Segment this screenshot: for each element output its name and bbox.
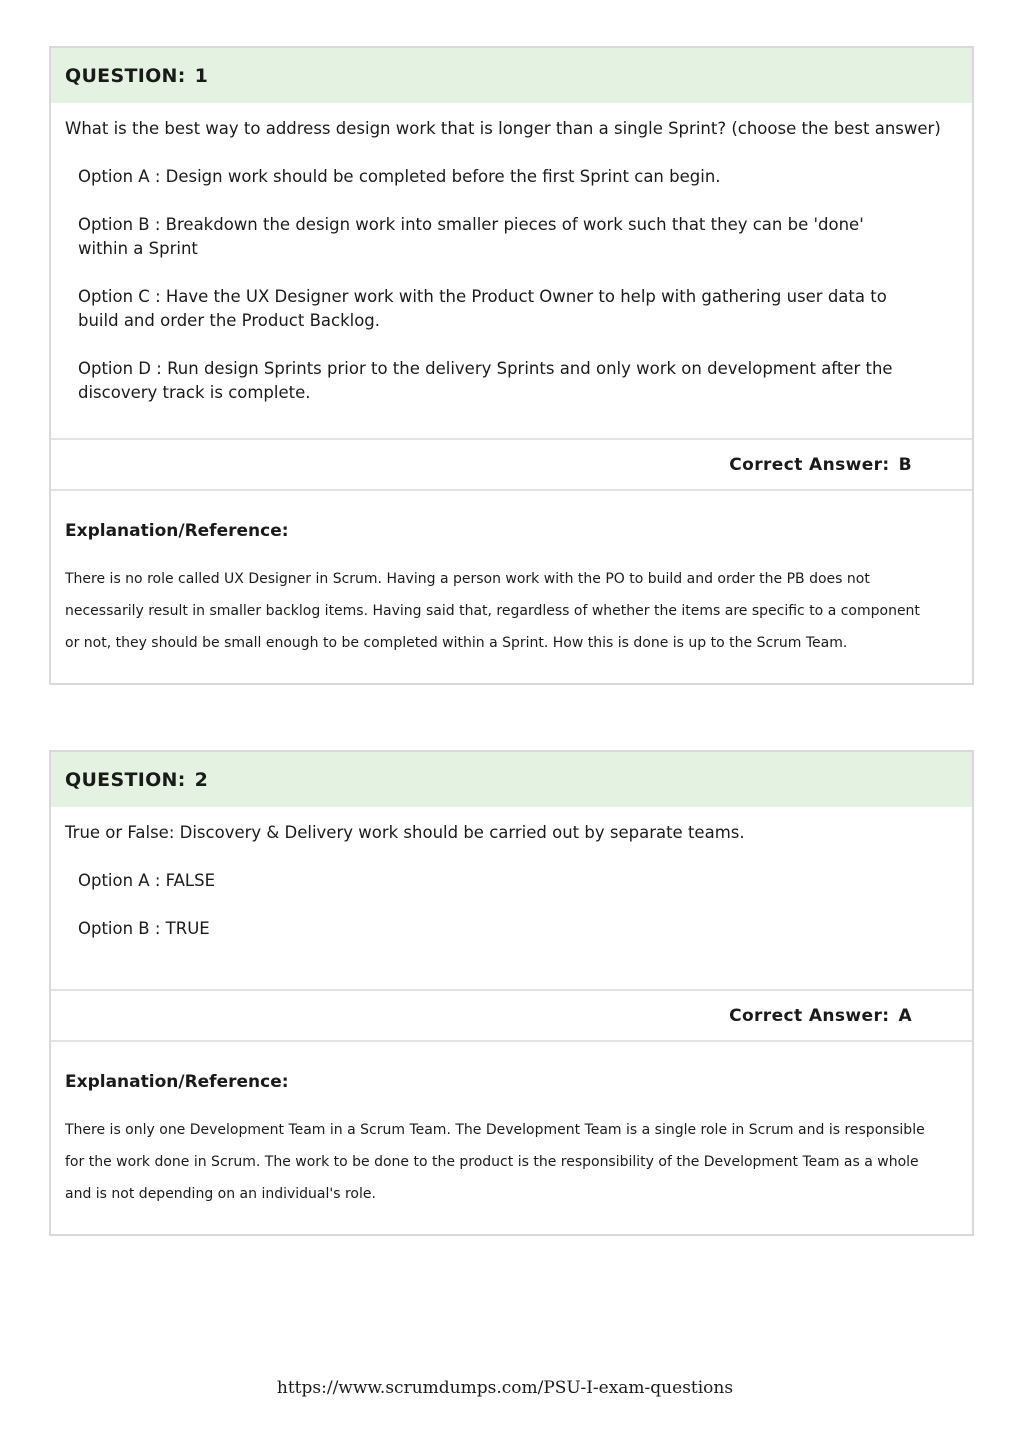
correct-answer-value: B bbox=[898, 454, 912, 475]
question-number: 1 bbox=[194, 64, 209, 87]
option-a: Option A : Design work should be completed before the first Sprint can begin. bbox=[78, 167, 721, 186]
correct-answer-label: Correct Answer: bbox=[729, 454, 890, 475]
correct-answer-row bbox=[51, 438, 972, 491]
footer-url[interactable]: https://www.scrumdumps.com/PSU-I-exam-questions bbox=[276, 1378, 734, 1398]
question-text: What is the best way to address design work that is longer than a single Sprint? (choose the best answer) bbox=[65, 119, 941, 138]
question-body bbox=[51, 807, 972, 989]
explanation-text: There is no role called UX Designer in Scrum. Having a person work with the PO to build and order the PB does not necessarily result in smaller backlog items. Having said that, regardless of whether the items are specific to a component or not, they should be small enough to be completed within a Sprint. How this is done is up to the Scrum Team. bbox=[65, 571, 920, 651]
question-text: True or False: Discovery & Delivery work should be carried out by separate teams. bbox=[65, 823, 745, 842]
explanation-title: Explanation/Reference: bbox=[65, 521, 289, 541]
question-label: QUESTION: bbox=[65, 64, 186, 87]
correct-answer-value: A bbox=[898, 1005, 912, 1026]
option-c: Option C : Have the UX Designer work with the Product Owner to help with gathering user data to build and order the Product Backlog. bbox=[78, 287, 887, 330]
explanation-section bbox=[51, 1042, 972, 1234]
question-card bbox=[49, 46, 974, 685]
question-card bbox=[49, 750, 974, 1236]
correct-answer-row bbox=[51, 989, 972, 1042]
question-label: QUESTION: bbox=[65, 768, 186, 791]
explanation-text: There is only one Development Team in a Scrum Team. The Development Team is a single role in Scrum and is responsible for the work done in Scrum. The work to be done to the product is the responsibility of the Development Team as a whole and is not depending on an individual's role. bbox=[65, 1122, 925, 1202]
question-header bbox=[51, 752, 972, 807]
option-b: Option B : Breakdown the design work into smaller pieces of work such that they can be 'done' within a Sprint bbox=[78, 215, 864, 258]
option-b: Option B : TRUE bbox=[78, 919, 210, 938]
correct-answer-label: Correct Answer: bbox=[729, 1005, 890, 1026]
question-number: 2 bbox=[194, 768, 209, 791]
option-d: Option D : Run design Sprints prior to the delivery Sprints and only work on development after the discovery track is complete. bbox=[78, 359, 893, 402]
option-a: Option A : FALSE bbox=[78, 871, 216, 890]
explanation-title: Explanation/Reference: bbox=[65, 1072, 289, 1092]
explanation-section bbox=[51, 491, 972, 683]
question-body bbox=[51, 103, 972, 438]
question-header bbox=[51, 48, 972, 103]
